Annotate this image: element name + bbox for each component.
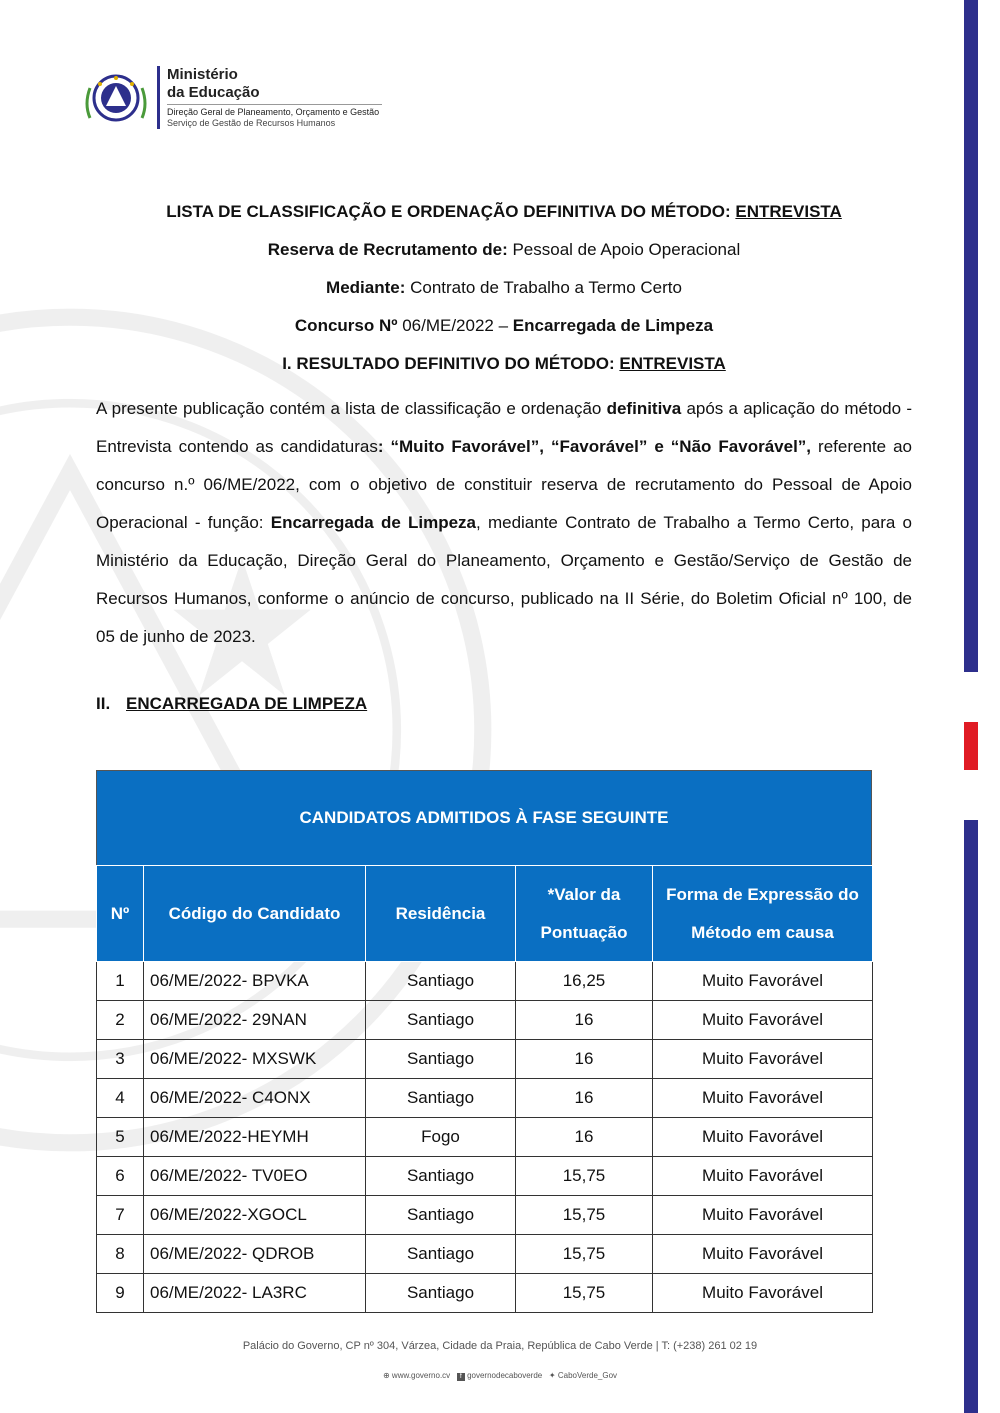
cell-expression: Muito Favorável	[653, 1040, 873, 1079]
cell-candidate-code: 06/ME/2022- MXSWK	[144, 1040, 366, 1079]
cell-candidate-code: 06/ME/2022- 29NAN	[144, 1001, 366, 1040]
twitter-icon: ✦	[548, 1371, 556, 1380]
cell-candidate-code: 06/ME/2022- LA3RC	[144, 1274, 366, 1313]
footer-facebook-link[interactable]: governodecaboverde	[467, 1371, 543, 1380]
header-residence: Residência	[366, 866, 516, 962]
cell-candidate-code: 06/ME/2022- BPVKA	[144, 962, 366, 1001]
cell-residence: Santiago	[366, 1235, 516, 1274]
cell-number: 7	[97, 1196, 144, 1235]
cell-expression: Muito Favorável	[653, 1235, 873, 1274]
cell-candidate-code: 06/ME/2022-HEYMH	[144, 1118, 366, 1157]
cell-residence: Santiago	[366, 1079, 516, 1118]
globe-icon: ⊕	[382, 1371, 390, 1380]
table-row	[97, 962, 873, 1001]
cell-expression: Muito Favorável	[653, 1001, 873, 1040]
side-bar-blue-bottom	[964, 820, 978, 1413]
cell-expression: Muito Favorável	[653, 1196, 873, 1235]
table-row	[97, 1079, 873, 1118]
cell-score: 16,25	[516, 962, 653, 1001]
header-score: *Valor da Pontuação	[516, 866, 653, 962]
cell-score: 16	[516, 1079, 653, 1118]
cell-number: 6	[97, 1157, 144, 1196]
cell-expression: Muito Favorável	[653, 1274, 873, 1313]
org-directorate: Direção Geral de Planeamento, Orçamento e Gestão	[167, 104, 382, 118]
table-row	[97, 1118, 873, 1157]
table-banner: CANDIDATOS ADMITIDOS À FASE SEGUINTE	[96, 770, 872, 865]
cell-residence: Fogo	[366, 1118, 516, 1157]
cell-residence: Santiago	[366, 1274, 516, 1313]
side-bar-blue-top	[964, 0, 978, 672]
cell-number: 2	[97, 1001, 144, 1040]
footer-links	[0, 1371, 1000, 1381]
cell-residence: Santiago	[366, 1001, 516, 1040]
cell-expression: Muito Favorável	[653, 1157, 873, 1196]
cell-score: 15,75	[516, 1157, 653, 1196]
section-1-heading: I. RESULTADO DEFINITIVO DO MÉTODO: ENTREVISTA	[282, 354, 726, 373]
table-row	[97, 1157, 873, 1196]
cell-score: 15,75	[516, 1196, 653, 1235]
side-bar-red	[964, 722, 978, 770]
header-number: Nº	[97, 866, 144, 962]
table-row	[97, 1040, 873, 1079]
contest-number-line: Concurso Nº 06/ME/2022 – Encarregada de Limpeza	[294, 316, 714, 335]
cell-candidate-code: 06/ME/2022-XGOCL	[144, 1196, 366, 1235]
footer-website-link[interactable]: www.governo.cv	[391, 1371, 451, 1380]
cell-candidate-code: 06/ME/2022- TV0EO	[144, 1157, 366, 1196]
document-title: LISTA DE CLASSIFICAÇÃO E ORDENAÇÃO DEFINITIVA DO MÉTODO: ENTREVISTA	[166, 202, 842, 221]
cell-score: 16	[516, 1118, 653, 1157]
cell-number: 4	[97, 1079, 144, 1118]
cell-candidate-code: 06/ME/2022- QDROB	[144, 1235, 366, 1274]
cell-number: 3	[97, 1040, 144, 1079]
facebook-icon: f	[457, 1373, 465, 1381]
cell-number: 1	[97, 962, 144, 1001]
header-candidate-code: Código do Candidato	[144, 866, 366, 962]
footer-twitter-link[interactable]: CaboVerde_Gov	[557, 1371, 618, 1380]
section-2-heading: II. ENCARREGADA DE LIMPEZA	[96, 694, 368, 713]
cell-number: 9	[97, 1274, 144, 1313]
cell-expression: Muito Favorável	[653, 1118, 873, 1157]
cell-residence: Santiago	[366, 1040, 516, 1079]
cell-expression: Muito Favorável	[653, 1079, 873, 1118]
cell-expression: Muito Favorável	[653, 962, 873, 1001]
cell-score: 16	[516, 1001, 653, 1040]
contract-type-line: Mediante: Contrato de Trabalho a Termo Certo	[326, 278, 682, 297]
cell-score: 16	[516, 1040, 653, 1079]
table-row	[97, 1196, 873, 1235]
cell-residence: Santiago	[366, 1196, 516, 1235]
cell-candidate-code: 06/ME/2022- C4ONX	[144, 1079, 366, 1118]
table-row	[97, 1235, 873, 1274]
candidates-table	[96, 770, 872, 1313]
recruitment-reserve-line: Reserva de Recrutamento de: Pessoal de Apoio Operacional	[267, 240, 741, 259]
cell-number: 8	[97, 1235, 144, 1274]
cell-number: 5	[97, 1118, 144, 1157]
org-name-line1: Ministério	[167, 66, 238, 83]
footer-address: Palácio do Governo, CP nº 304, Várzea, Cidade da Praia, República de Cabo Verde | T: (+238) 261 02 19	[242, 1340, 758, 1352]
cell-residence: Santiago	[366, 962, 516, 1001]
org-name-line2: da Educação	[167, 84, 260, 101]
cell-residence: Santiago	[366, 1157, 516, 1196]
table-row	[97, 1001, 873, 1040]
org-service: Serviço de Gestão de Recursos Humanos	[167, 118, 336, 128]
ministry-seal-logo	[80, 66, 152, 130]
organization-header	[157, 66, 382, 129]
intro-paragraph: A presente publicação contém a lista de classificação e ordenação definitiva após a aplicação do método - Entrevista contendo as candidaturas: “Muito Favorável”, “Favorável” e “Não Favorável”, referente ao concurso n.º 06/ME/2022, com o objetivo de constituir reserva de recrutamento do Pessoal de Apoio Operacional - função: Encarregada de Limpeza, mediante Contrato de Trabalho a Termo Certo, para o Ministério da Educação, Direção Geral do Planeamento, Orçamento e Gestão/Serviço de Gestão de Recursos Humanos, conforme o anúncio de concurso, publicado na II Série, do Boletim Oficial nº 100, de 05 de junho de 2023.	[96, 399, 912, 646]
table-row	[97, 1274, 873, 1313]
cell-score: 15,75	[516, 1235, 653, 1274]
cell-score: 15,75	[516, 1274, 653, 1313]
table-header-row	[97, 866, 873, 962]
header-expression: Forma de Expressão do Método em causa	[653, 866, 873, 962]
